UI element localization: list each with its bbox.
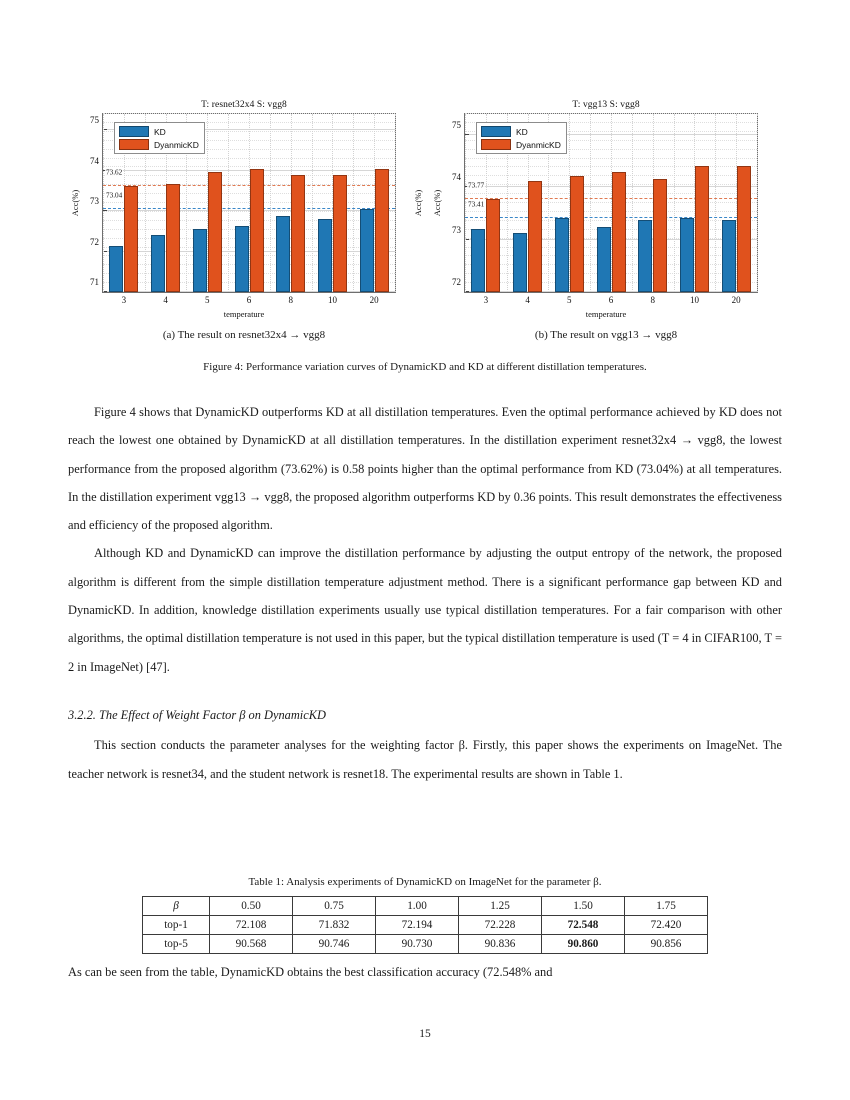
legend-item-kd xyxy=(119,126,199,137)
bar-kd xyxy=(638,220,652,292)
legend-item-dynamickd xyxy=(481,139,561,150)
x-axis-tick-label: 3 xyxy=(121,295,127,305)
gridline-vertical xyxy=(395,114,396,292)
table-header-row xyxy=(143,897,708,916)
bar-kd xyxy=(360,209,374,292)
bar-group xyxy=(715,114,757,305)
y-axis-tick-label: 72 xyxy=(452,277,461,287)
bar-dyanmickd xyxy=(653,179,667,292)
bar-kd xyxy=(318,219,332,292)
bar-kd xyxy=(235,226,249,292)
chart-a-resnet32x4-vgg8 xyxy=(70,100,423,319)
table-cell: 72.548 xyxy=(542,916,625,935)
table-cell: 72.194 xyxy=(376,916,459,935)
legend-label-dynamickd: DyanmicKD xyxy=(154,139,199,150)
table-cell: 90.746 xyxy=(293,935,376,954)
legend-swatch-kd xyxy=(481,126,511,137)
bar-dyanmickd xyxy=(291,175,305,292)
bar-dyanmickd xyxy=(612,172,626,292)
table-cell: 72.420 xyxy=(625,916,708,935)
chart-a-x-axis-title: temperature xyxy=(223,309,265,319)
paragraph-2: Although KD and DynamicKD can improve the distillation performance by adjusting the output entropy of the network, the proposed algorithm is different from the simple distillation temperature adjustment method. There is a significant performance gap between KD and DynamicKD. In addition, knowledge distillation experiments usually use typical distillation temperatures. For a fair comparison with other algorithms, the optimal distillation temperature is not used in this paper, but the typical distillation temperature is used (T = 4 in CIFAR100, T = 2 in ImageNet) [47]. xyxy=(68,546,782,674)
bar-group xyxy=(674,114,716,305)
bar-kd xyxy=(555,218,569,292)
x-axis-tick-label: 5 xyxy=(205,295,210,305)
table-row-label: top-1 xyxy=(143,916,210,935)
chart-a-y-axis-title: Acc(%) xyxy=(70,189,81,217)
chart-b-y-axis-title: Acc(%) xyxy=(432,189,443,217)
legend-item-dynamickd xyxy=(119,139,199,150)
chart-b-plot-wrap xyxy=(432,113,780,305)
chart-a-legend xyxy=(114,122,205,154)
baseline-value-label: 73.41 xyxy=(468,200,485,209)
legend-swatch-dynamickd xyxy=(481,139,511,150)
bar-dyanmickd xyxy=(375,169,389,292)
baseline-value-label: 73.04 xyxy=(106,191,123,200)
y-axis-tick-label: 75 xyxy=(90,115,99,126)
charts-row xyxy=(0,100,850,319)
figure-caption: Figure 4: Performance variation curves of DynamicKD and KD at different distillation temperatures. xyxy=(203,361,647,373)
bar-kd xyxy=(276,216,290,292)
y-axis-tick-label: 74 xyxy=(90,155,99,166)
chart-b-title: T: vgg13 S: vgg8 xyxy=(572,100,640,110)
chart-b-x-axis-title: temperature xyxy=(585,309,627,319)
x-axis-tick-label: 5 xyxy=(567,295,572,305)
legend-swatch-dynamickd xyxy=(119,139,149,150)
table-cell: 72.228 xyxy=(459,916,542,935)
x-axis-tick-label: 20 xyxy=(731,295,741,305)
bar-group xyxy=(632,114,674,305)
bar-kd xyxy=(109,246,123,292)
table-cell: 90.730 xyxy=(376,935,459,954)
legend-label-kd: KD xyxy=(154,126,166,137)
body-text xyxy=(68,398,782,788)
table-row xyxy=(143,935,708,954)
chart-b-legend xyxy=(476,122,567,154)
table-header-cell: 0.50 xyxy=(210,897,293,916)
legend-item-kd xyxy=(481,126,561,137)
table-cell: 90.856 xyxy=(625,935,708,954)
chart-a-plot-area xyxy=(90,113,396,305)
table-cell: 71.832 xyxy=(293,916,376,935)
bar-dyanmickd xyxy=(486,199,500,292)
bar-kd xyxy=(513,233,527,292)
x-axis-tick-label: 8 xyxy=(288,295,293,305)
gridline-vertical xyxy=(757,114,758,292)
table-header-cell: 1.75 xyxy=(625,897,708,916)
bar-dyanmickd xyxy=(737,166,751,292)
bar-dyanmickd xyxy=(570,176,584,292)
x-axis-tick-label: 3 xyxy=(483,295,489,305)
bar-dyanmickd xyxy=(695,166,709,292)
table-cell: 90.860 xyxy=(542,935,625,954)
table-header-beta: β xyxy=(143,897,210,916)
y-axis-tick-label: 72 xyxy=(90,236,99,247)
table-cell: 90.836 xyxy=(459,935,542,954)
x-axis-tick-label: 10 xyxy=(327,295,337,305)
y-axis-tick-label: 73 xyxy=(90,196,99,207)
x-axis-tick-label: 10 xyxy=(689,295,699,305)
bar-dyanmickd xyxy=(250,169,264,292)
y-axis-tick-label: 74 xyxy=(452,172,461,183)
subcaptions xyxy=(0,329,850,341)
x-axis-tick-label: 20 xyxy=(369,295,379,305)
subcaption-a: (a) The result on resnet32x4 → vgg8 xyxy=(162,329,326,341)
subcaption-b: (b) The result on vgg13 → vgg8 xyxy=(534,329,678,341)
table-cell: 90.568 xyxy=(210,935,293,954)
table-header-cell: 1.25 xyxy=(459,897,542,916)
bar-group xyxy=(353,114,395,305)
table-header-cell: 1.00 xyxy=(376,897,459,916)
legend-label-kd: KD xyxy=(516,126,528,137)
baseline-value-label: 73.62 xyxy=(106,168,123,177)
chart-b-plot-area xyxy=(452,113,758,305)
legend-swatch-kd xyxy=(119,126,149,137)
chart-a-y-axis-title-right: Acc(%) xyxy=(412,189,423,217)
bar-kd xyxy=(471,229,485,292)
paragraph-4: As can be seen from the table, DynamicKD obtains the best classification accuracy (72.548% and xyxy=(68,965,553,979)
paragraph-1: Figure 4 shows that DynamicKD outperforms KD at all distillation temperatures. Even the optimal performance achieved by KD does not reach the lowest one obtained by DynamicKD at all distillation temperatures. In the distillation experiment resnet32x4 → vgg8, the lowest performance from the proposed algorithm (73.62%) is 0.58 points higher than the optimal performance from KD (73.04%) at all temperatures. In the distillation experiment vgg13 → vgg8, the proposed algorithm outperforms KD by 0.36 points. This result demonstrates the effectiveness and efficiency of the proposed algorithm. xyxy=(68,405,782,533)
table-cell: 72.108 xyxy=(210,916,293,935)
legend-label-dynamickd: DyanmicKD xyxy=(516,139,561,150)
x-axis-tick-label: 8 xyxy=(650,295,655,305)
bar-dyanmickd xyxy=(166,184,180,292)
x-axis-tick-label: 4 xyxy=(525,295,530,305)
y-axis-tick-label: 73 xyxy=(452,224,461,235)
bar-dyanmickd xyxy=(333,175,347,292)
chart-b-vgg13-vgg8 xyxy=(432,100,780,319)
y-axis-tick-label: 71 xyxy=(90,277,99,287)
table-row xyxy=(143,916,708,935)
x-axis-tick-label: 4 xyxy=(163,295,168,305)
table-1 xyxy=(142,896,708,954)
section-heading-3-2-2: 3.2.2. The Effect of Weight Factor β on DynamicKD xyxy=(68,707,326,722)
table-1-block xyxy=(0,876,850,954)
baseline-value-label: 73.77 xyxy=(468,181,485,190)
figure-4 xyxy=(0,100,850,373)
page-number: 15 xyxy=(419,1028,431,1040)
bar-kd xyxy=(722,220,736,292)
table-row-label: top-5 xyxy=(143,935,210,954)
y-axis-tick-label: 75 xyxy=(452,119,461,130)
table-header-cell: 1.50 xyxy=(542,897,625,916)
bar-group xyxy=(228,114,270,305)
x-axis-tick-label: 6 xyxy=(246,295,252,305)
x-axis-tick-label: 6 xyxy=(608,295,614,305)
paragraph-3: This section conducts the parameter analyses for the weighting factor β. Firstly, this paper shows the experiments on ImageNet. The teacher network is resnet34, and the student network is resnet18. The experimental results are shown in Table 1. xyxy=(68,738,782,781)
bar-kd xyxy=(680,218,694,292)
bar-group xyxy=(270,114,312,305)
chart-a-plot-wrap xyxy=(70,113,423,305)
bar-dyanmickd xyxy=(208,172,222,292)
bar-dyanmickd xyxy=(124,186,138,292)
bar-kd xyxy=(151,235,165,292)
bar-dyanmickd xyxy=(528,181,542,292)
bar-kd xyxy=(193,229,207,292)
bar-group xyxy=(312,114,354,305)
bar-kd xyxy=(597,227,611,292)
table-header-cell: 0.75 xyxy=(293,897,376,916)
chart-a-title: T: resnet32x4 S: vgg8 xyxy=(201,100,287,110)
table-1-caption: Table 1: Analysis experiments of DynamicKD on ImageNet for the parameter β. xyxy=(248,876,602,888)
bar-group xyxy=(590,114,632,305)
